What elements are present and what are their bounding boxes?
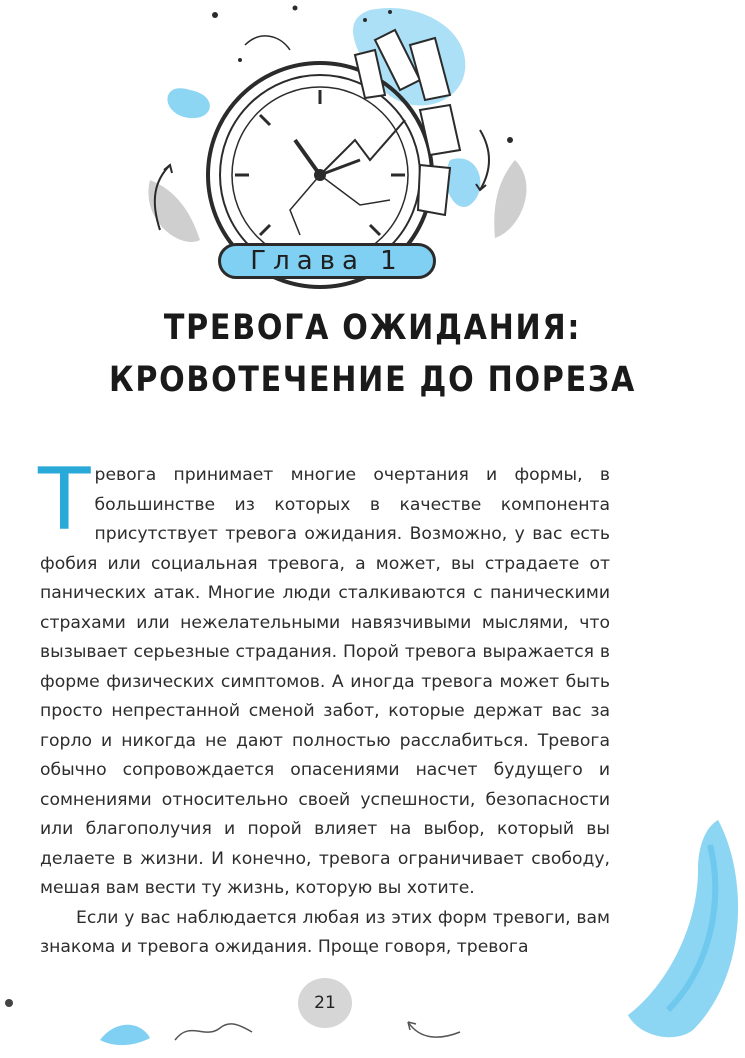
drop-cap: Т (38, 450, 91, 550)
body-text (38, 450, 610, 963)
brush-stroke-icon (598, 815, 745, 1040)
paragraph-1-text: ревога принимает многие очертания и формы, в большинстве из которых в качестве компонента присутствует тревога ожидания. Возможно, у вас есть фобия или социальная тревога, а может, вы страдаете от панических атак. Многие люди сталкиваются с паническими страхами или нежелательными навязчивыми мыслями, что вызывает серьезные страдания. Порой тревога выражается в форме физических симптомов. А иногда тревога может быть просто непрестанной сменой забот, которые держат вас за горло и никогда не дают полностью расслабиться. Тревога обычно сопровождается опасениями насчет будущего и сомнениями относительно своей успешности, безопасности или благополучия и порой влияет на выбор, который вы делаете в жизни. И конечно, тревога ограничивает свободу, мешая вам вести ту жизнь, которую вы хотите. (40, 465, 610, 898)
chapter-title-line2: КРОВОТЕЧЕНИЕ ДО ПОРЕЗА (109, 360, 636, 400)
paragraph-1 (38, 450, 610, 904)
chapter-label: Глава 1 (218, 243, 436, 279)
chapter-title-line1: ТРЕВОГА ОЖИДАНИЯ: (163, 308, 582, 348)
page-number: 21 (298, 978, 352, 1028)
curved-arrow-icon (170, 1010, 260, 1050)
dot-icon (4, 998, 14, 1008)
curved-arrow-icon (400, 1010, 480, 1050)
paragraph-2: Если у вас наблюдается любая из этих форм тревоги, вам знакома и тревога ожидания. Проще говоря, тревога (40, 907, 610, 957)
leaf-icon (95, 1010, 155, 1050)
chapter-title (87, 302, 659, 406)
